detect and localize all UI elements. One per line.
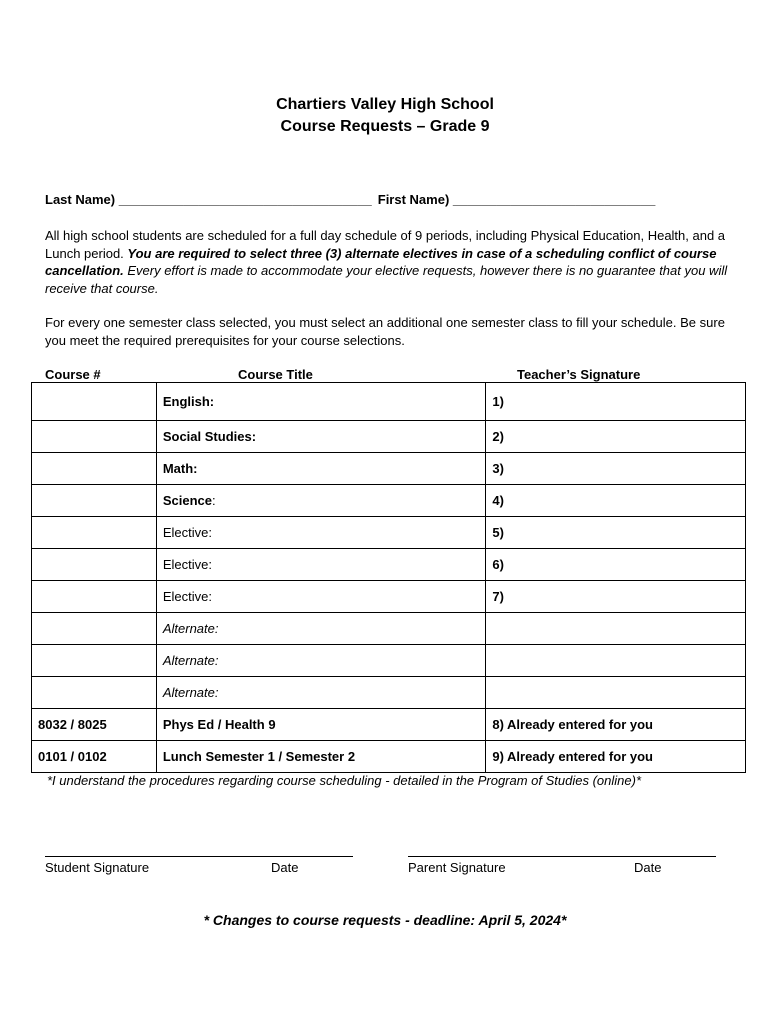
course-title-cell[interactable]: Elective: (156, 581, 486, 613)
teacher-signature-cell[interactable]: 3) (486, 453, 746, 485)
column-header-teacher-signature: Teacher’s Signature (517, 367, 641, 382)
course-title-cell: Lunch Semester 1 / Semester 2 (156, 741, 486, 773)
table-row (32, 645, 746, 677)
course-number-cell[interactable] (32, 677, 157, 709)
student-signature-label: Student Signature (45, 860, 150, 875)
deadline-notice: * Changes to course requests - deadline: April 5, 2024* (203, 912, 567, 928)
intro-text: All high school students are scheduled for a full day schedule of 9 periods, including Physical Education, Health, and a Lunch period. (45, 228, 726, 261)
table-row (32, 383, 746, 421)
course-title-cell[interactable]: Elective: (156, 517, 486, 549)
course-title-cell: Phys Ed / Health 9 (156, 709, 486, 741)
course-title-cell[interactable]: Math: (156, 453, 486, 485)
teacher-signature-cell[interactable] (486, 645, 746, 677)
course-title-cell[interactable]: Social Studies: (156, 421, 486, 453)
course-number-cell: 8032 / 8025 (32, 709, 157, 741)
table-row (32, 613, 746, 645)
course-title-cell[interactable]: English: (156, 383, 486, 421)
intro-paragraph (45, 227, 735, 297)
student-signature-line[interactable] (45, 856, 353, 857)
first-name-field[interactable]: First Name) ____________________________ (377, 192, 656, 207)
course-title-cell[interactable] (156, 485, 486, 517)
alternate-requirement: You are required to select three (3) alternate electives in case of a scheduling conflict of course cancellation. (45, 245, 717, 278)
teacher-signature-cell[interactable] (486, 677, 746, 709)
teacher-signature-cell[interactable]: 4) (486, 485, 746, 517)
teacher-signature-cell[interactable]: 6) (486, 549, 746, 581)
table-row (32, 485, 746, 517)
course-title-cell[interactable]: Alternate: (156, 645, 486, 677)
course-number-cell[interactable] (32, 485, 157, 517)
teacher-signature-cell[interactable]: 2) (486, 421, 746, 453)
teacher-signature-cell[interactable]: 1) (486, 383, 746, 421)
parent-signature-line[interactable] (408, 856, 716, 857)
table-row (32, 581, 746, 613)
column-header-course-number: Course # (45, 367, 101, 382)
teacher-signature-cell[interactable]: 7) (486, 581, 746, 613)
parent-signature-label: Parent Signature (408, 860, 506, 875)
course-number-cell: 0101 / 0102 (32, 741, 157, 773)
course-title-label: Science (162, 493, 212, 508)
teacher-signature-cell: 9) Already entered for you (486, 741, 746, 773)
teacher-signature-cell: 8) Already entered for you (486, 709, 746, 741)
table-row (32, 741, 746, 773)
school-name: Chartiers Valley High School (276, 96, 494, 113)
course-number-cell[interactable] (32, 383, 157, 421)
column-header-course-title: Course Title (238, 367, 313, 382)
course-title-cell[interactable]: Elective: (156, 549, 486, 581)
course-number-cell[interactable] (32, 645, 157, 677)
teacher-signature-cell[interactable] (486, 613, 746, 645)
course-number-cell[interactable] (32, 421, 157, 453)
course-title-cell[interactable]: Alternate: (156, 677, 486, 709)
student-date-label: Date (271, 860, 299, 875)
course-number-cell[interactable] (32, 517, 157, 549)
table-row (32, 517, 746, 549)
semester-note: For every one semester class selected, you must select an additional one semester class to fill your schedule. Be sure you meet the required prerequisites for your course selections. (45, 315, 725, 348)
table-row (32, 677, 746, 709)
course-number-cell[interactable] (32, 549, 157, 581)
course-number-cell[interactable] (32, 613, 157, 645)
form-title: Course Requests – Grade 9 (280, 118, 490, 135)
course-title-cell[interactable]: Alternate: (156, 613, 486, 645)
table-row (32, 709, 746, 741)
course-number-cell[interactable] (32, 581, 157, 613)
teacher-signature-cell[interactable]: 5) (486, 517, 746, 549)
course-title-colon: : (212, 493, 216, 508)
table-row (32, 549, 746, 581)
acknowledgement-note: *I understand the procedures regarding course scheduling - detailed in the Program of Studies (online)* (47, 773, 642, 788)
accommodation-note: Every effort is made to accommodate your elective requests, however there is no guarantee that you will receive that course. (45, 263, 728, 296)
parent-date-label: Date (634, 860, 662, 875)
table-row (32, 421, 746, 453)
table-row (32, 453, 746, 485)
course-number-cell[interactable] (32, 453, 157, 485)
course-request-table (31, 382, 746, 773)
last-name-field[interactable]: Last Name) ___________________________________ (45, 192, 372, 207)
name-fields (45, 192, 655, 207)
